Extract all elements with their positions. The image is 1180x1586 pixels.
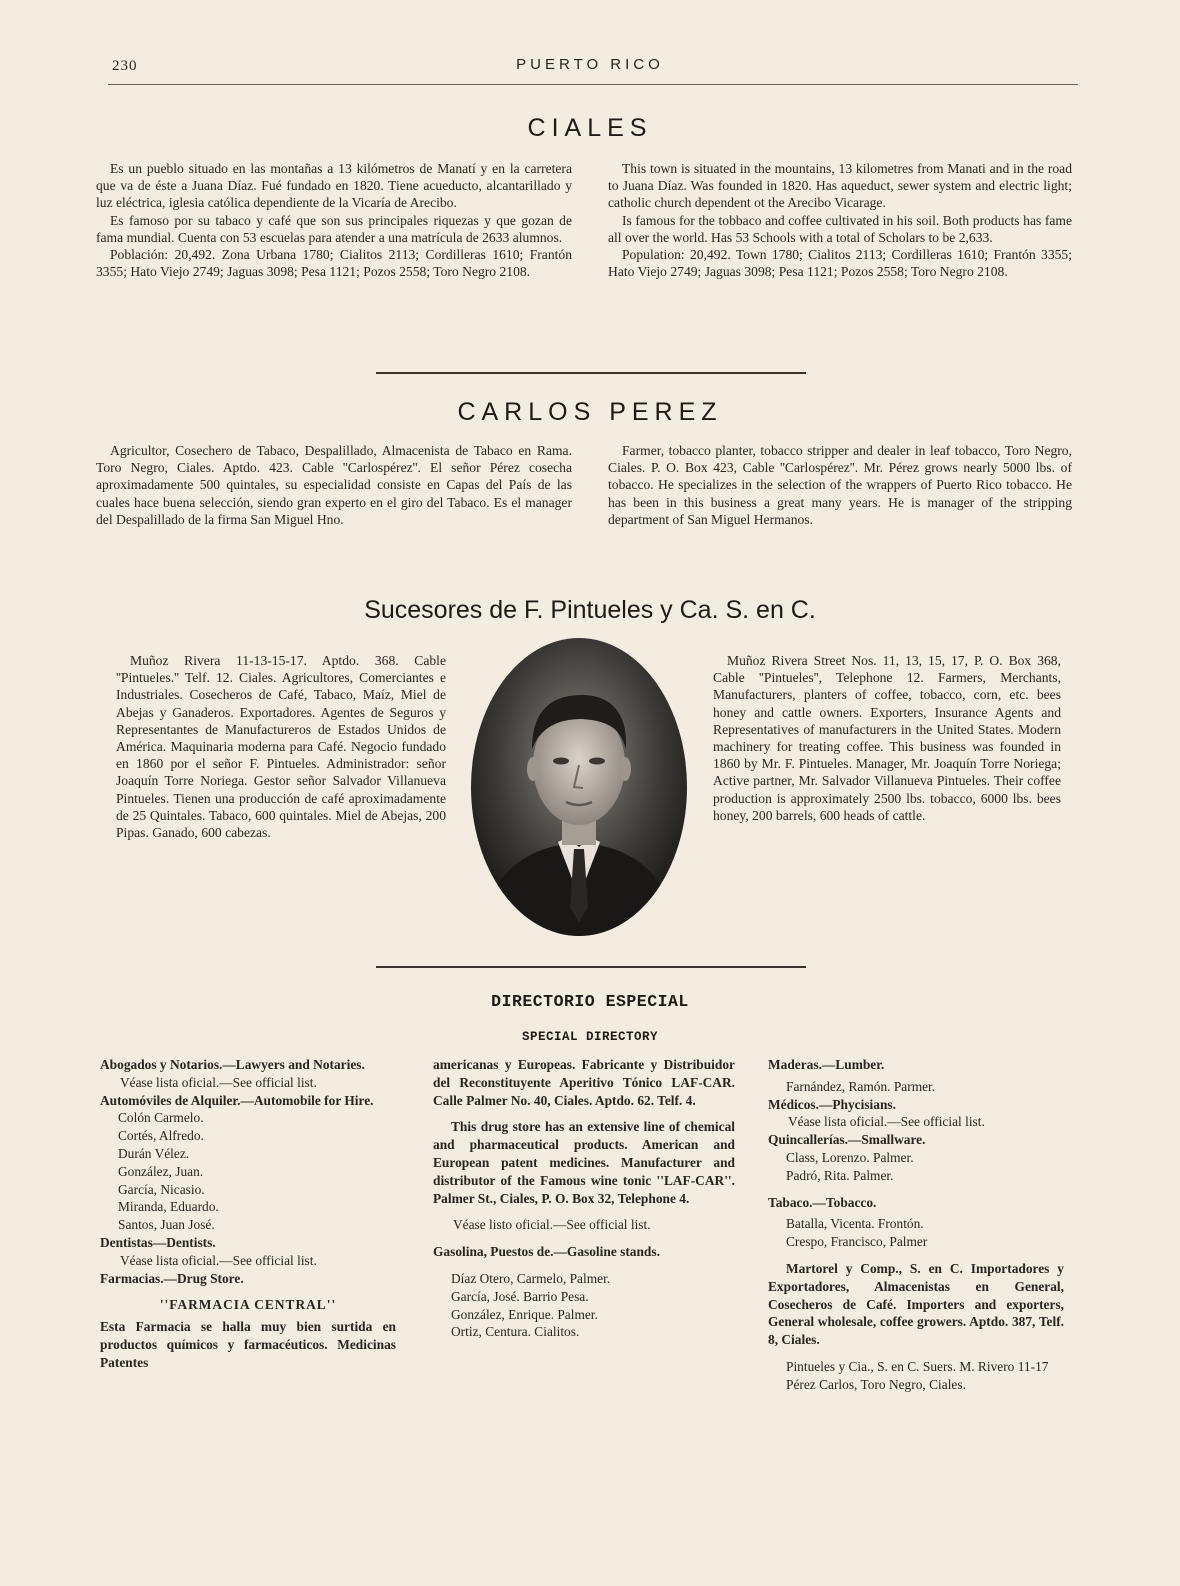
category-drug-store: Farmacias.—Drug Store. [100,1270,244,1286]
list-item: Díaz Otero, Carmelo, Palmer. [451,1270,611,1286]
category-dentists: Dentistas—Dentists. [100,1234,216,1250]
perez-english-column [608,442,1072,528]
ciales-es-paragraph: Es famoso por su tabaco y café que son sus principales riquezas y que gozan de fama mundial. Cuenta con 53 escuelas para atender a una matrícula de 2633 alumnos. [96,212,572,245]
section-divider [376,372,806,374]
list-item: Miranda, Eduardo. [118,1199,219,1215]
directory-column-1 [100,1056,396,1372]
category-gasoline: Gasolina, Puestos de.—Gasoline stands. [433,1244,660,1260]
list-item: González, Enrique. Palmer. [451,1306,598,1322]
header-rule [108,84,1078,85]
ciales-en-paragraph: This town is situated in the mountains, 13 kilometres from Manati and in the road to Juana Díaz. Was founded in 1820. Has aqueduct, sewer system and electric light; catholic church dependent ot the Arecibo Vicarage. [608,161,1072,211]
directory-column-3 [768,1056,1064,1394]
martorel-entry: Martorel y Comp., S. en C. Importadores y Exportadores, Almacenistas en General, Cosecheros de Café. Importers and exporters, General wholesale, coffee growers. Aptdo. 387, Telf. 8, Ciales. [768,1260,1064,1348]
directory-column-2 [433,1056,735,1341]
perez-title: CARLOS PEREZ [457,398,723,426]
list-item: Padró, Rita. Palmer. [786,1167,894,1183]
portrait-illustration [470,637,688,937]
category-automobiles: Automóviles de Alquiler.—Automobile for Hire. [100,1092,374,1108]
ciales-english-column [608,160,1072,280]
directory-subtitle: SPECIAL DIRECTORY [521,1030,659,1044]
page-number: 230 [112,58,138,74]
category-lawyers: Abogados y Notarios.—Lawyers and Notaries. [100,1057,365,1072]
running-title: PUERTO RICO [516,56,664,73]
perez-spanish-column [96,442,572,528]
category-tobacco: Tabaco.—Tobacco. [768,1194,877,1210]
category-lumber: Maderas.—Lumber. [768,1057,885,1072]
list-item: Ortiz, Centura. Cialitos. [451,1324,580,1340]
ciales-es-paragraph: Población: 20,492. Zona Urbana 1780; Cialitos 2113; Cordilleras 1610; Frantón 3355; Hato Viejo 2749; Jaguas 3098; Pesa 1121; Pozos 2558; Toro Negro 2108. [96,247,572,280]
pintueles-es-paragraph: Muñoz Rivera 11-13-15-17. Aptdo. 368. Cable ''Pintueles.'' Telf. 12. Ciales. Agricultores, Comerciantes e Industriales. Cosecheros de Café, Tabaco, Maíz, Miel de Abejas y Ganaderos. Exportadores. Agentes de Seguros y Representantes de Manufactureros de Estados Unidos de América. Maquinaria moderna para Café. Negocio fundado en 1860 por el señor F. Pintueles. Administrador: señor Joaquín Torre Noriega. Gestor señor Salvador Villanueva Pintueles. Tienen una producción de café aproximadamente de 25 Quintales. Tabaco, 600 quintales. Miel de Abejas, 200 Pipas. Ganado, 600 cabezas. [116,653,446,841]
list-item: Durán Vélez. [118,1145,190,1161]
pharmacy-description-es-cont: americanas y Europeas. Fabricante y Distribuidor del Reconstituyente Aperitivo Tónico LAF-CAR. Calle Palmer No. 40, Ciales. Aptdo. 62. Telf. 4. [433,1057,735,1108]
list-item: Colón Carmelo. [118,1110,204,1126]
pintueles-entry: Pintueles y Cia., S. en C. Suers. M. Rivero 11-17 [786,1358,1049,1374]
portrait-photo [470,637,688,937]
pharmacy-description-en: This drug store has an extensive line of chemical and pharmaceutical products. American and European patent medicines. Manufacturer and distributor of the Famous wine tonic ''LAF-CAR''. Palmer St., Ciales, P. O. Box 32, Telephone 4. [433,1119,735,1206]
pintueles-spanish-column [116,652,446,841]
category-physicians: Médicos.—Phycisians. [768,1096,896,1112]
ciales-en-paragraph: Is famous for the tobbaco and coffee cultivated in his soil. Both products has fame all over the world. Has 53 Schools with a total of Scholars to be 2,633. [608,212,1072,245]
pharmacy-name: ''FARMACIA CENTRAL'' [159,1297,337,1313]
ciales-title: CIALES [527,114,653,142]
directory-title: DIRECTORIO ESPECIAL [491,992,689,1011]
ciales-es-paragraph: Es un pueblo situado en las montañas a 13 kilómetros de Manatí y en la carretera que va de éste a Juana Díaz. Fué fundado en 1820. Tiene acueducto, alcantarillado y luz eléctrica, iglesia católica dependiente de la Vicaría de Arecibo. [96,161,572,211]
list-item: Batalla, Vicenta. Frontón. [786,1216,924,1232]
official-list-reference: Véase lista oficial.—See official list. [120,1074,317,1090]
perez-es-paragraph: Agricultor, Cosechero de Tabaco, Despalillado, Almacenista de Tabaco en Rama. Toro Negro, Ciales. Aptdo. 423. Cable ''Carlospérez''. El señor Pérez cosecha aproximadamente 500 quintales, su especialidad consiste en Capas del País de las cuales hace buena selección, siendo gran experto en el giro del Tabaco. Es el manager del Despalillado de la firma San Miguel Hno. [96,443,572,527]
pintueles-en-paragraph: Muñoz Rivera Street Nos. 11, 13, 15, 17, P. O. Box 368, Cable ''Pintueles'', Telephone 12. Farmers, Merchants, Manufacturers, planters of coffee, tobacco, corn, etc. bees honey and cattle owners. Exporters, Insurance Agents and Representatives of manufacturers in the United States. Modern machinery for treating coffee. This business was founded in 1860 by Mr. F. Pintueles. Manager, Mr. Joaquín Torre Noriega; Active partner, Mr. Salvador Villanueva Pintueles. Their coffee production is approximately 2500 lbs. tobacco, 6000 lbs. bees honey, 200 barrels, 600 heads of cattle. [713,653,1061,823]
category-smallware: Quincallerías.—Smallware. [768,1132,926,1148]
list-item: Class, Lorenzo. Palmer. [786,1149,914,1165]
list-item: Crespo, Francisco, Palmer [786,1234,928,1250]
perez-en-paragraph: Farmer, tobacco planter, tobacco stripper and dealer in leaf tobacco, Toro Negro, Ciales. P. O. Box 423, Cable ''Carlospérez''. Mr. Pérez grows nearly 5000 lbs. of tobacco. He specializes in the selection of the wrappers of Puerto Rico tobacco. He has been in this business a great many years. He is manager of the stripping department of San Miguel Hermanos. [608,443,1072,527]
pintueles-title: Sucesores de F. Pintueles y Ca. S. en C. [364,596,816,624]
official-list-reference: Véase lista oficial.—See official list. [788,1114,985,1130]
list-item: García, José. Barrio Pesa. [451,1288,589,1304]
list-item: Santos, Juan José. [118,1217,215,1233]
perez-entry: Pérez Carlos, Toro Negro, Ciales. [786,1376,966,1392]
ciales-en-paragraph: Population: 20,492. Town 1780; Cialitos 2113; Cordilleras 1610; Frantón 3355; Hato Viejo 2749; Jaguas 3098; Pesa 1121; Pozos 2558; Toro Negro 2108. [608,247,1072,280]
pharmacy-description-es: Esta Farmacia se halla muy bien surtida en productos químicos y farmacéuticos. Medicinas Patentes [100,1319,396,1370]
list-item: González, Juan. [118,1163,204,1179]
list-item: Farnández, Ramón. Parmer. [786,1078,936,1094]
ciales-spanish-column [96,160,572,280]
official-list-reference: Véase listo oficial.—See official list. [453,1217,651,1233]
list-item: Cortés, Alfredo. [118,1128,204,1144]
official-list-reference: Véase lista oficial.—See official list. [120,1252,317,1268]
section-divider [376,966,806,968]
pintueles-english-column [713,652,1061,824]
list-item: García, Nicasio. [118,1181,205,1197]
